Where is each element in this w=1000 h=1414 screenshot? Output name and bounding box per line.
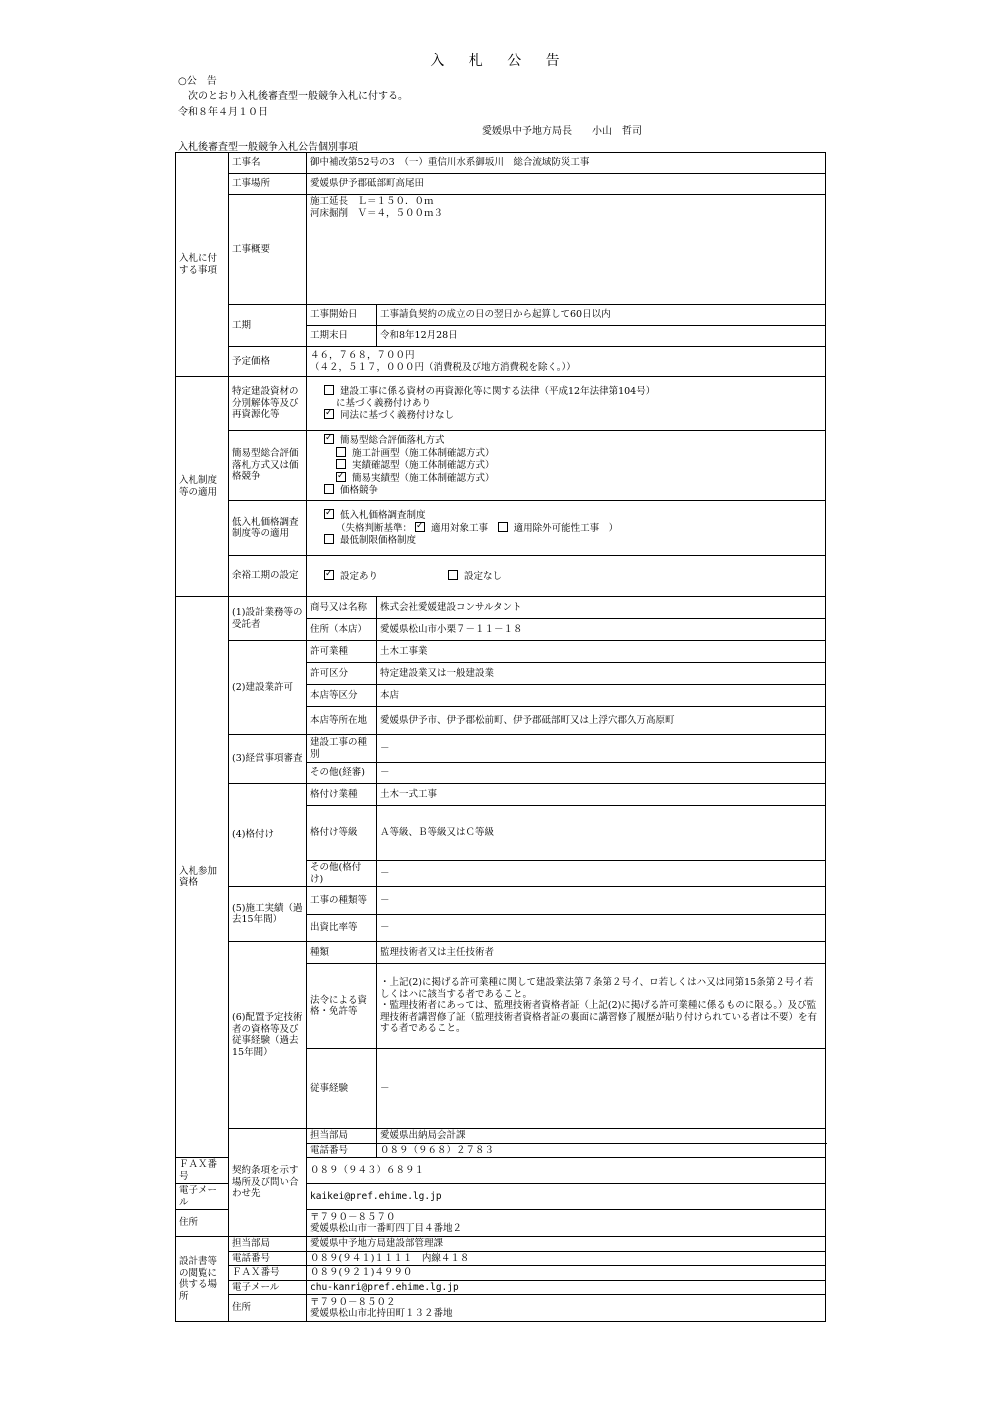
field-label: 担当部局 [307, 1129, 377, 1144]
field-value: － [377, 735, 826, 763]
field-label: 法令による資格・免許等 [307, 964, 377, 1049]
field-label: 許可業種 [307, 641, 377, 663]
field-value: － [377, 861, 826, 887]
email-link[interactable]: chu-kanri@pref.ehime.lg.jp [307, 1280, 826, 1295]
field-label: 格付け業種 [307, 784, 377, 806]
field-label: ＦＡＸ番号 [229, 1266, 307, 1281]
option-label: 実績確認型（施工体制確認方式） [352, 460, 495, 472]
field-label: 簡易型総合評価落札方式又は価格競争 [229, 431, 307, 501]
field-label: 担当部局 [229, 1237, 307, 1252]
option-label: 簡易実績型（施工体制確認方式） [352, 472, 495, 484]
field-value: 特定建設業又は一般建設業 [377, 663, 826, 685]
field-label: 電話番号 [229, 1251, 307, 1266]
field-value: － [377, 1049, 826, 1129]
field-label: 商号又は名称 [307, 597, 377, 619]
field-value [307, 431, 826, 501]
checked-checkbox-icon[interactable] [336, 472, 346, 482]
checkbox-icon[interactable] [448, 570, 458, 580]
field-label: 工期 [229, 305, 307, 347]
checked-checkbox-icon[interactable] [324, 570, 334, 580]
field-label: (3)経営事項審査 [229, 735, 307, 784]
field-label: 工事名 [229, 153, 307, 174]
notice-date: 令和８年４月１０日 [178, 107, 268, 118]
field-label: 特定建設資材の分別解体等及び再資源化等 [229, 377, 307, 431]
field-value: － [377, 915, 826, 942]
field-label: 工期末日 [307, 326, 377, 347]
price-line: （４２，５１７，０００円（消費税及び地方消費税を除く。）） [310, 361, 576, 373]
checked-checkbox-icon[interactable] [324, 434, 334, 444]
field-label: (4)格付け [229, 784, 307, 887]
field-value: Ａ等級、Ｂ等級又はＣ等級 [377, 806, 826, 861]
field-value [307, 501, 826, 556]
checked-checkbox-icon[interactable] [415, 522, 425, 532]
option-label: 施工計画型（施工体制確認方式） [352, 447, 495, 459]
address-line: 〒７９０－８５０２ [310, 1296, 396, 1308]
field-value: 監理技術者又は主任技術者 [377, 942, 826, 964]
section-label: 入札参加資格 [176, 597, 229, 1158]
summary-line: 河床掘削 Ｖ＝４，５００ｍ３ [310, 207, 444, 219]
field-label: その他(格付け) [307, 861, 377, 887]
law-text: ・監理技術者にあっては、監理技術者資格者証（上記(2)に掲げる許可業種に係るものに限る。）及び監理技術者講習修了証（監理技術者資格者証の裏面に講習修了履歴が貼り付けられている者は不要）を有する者であること。 [380, 1000, 818, 1035]
subtitle: 入札後審査型一般競争入札公告個別事項 [178, 142, 358, 153]
field-label: 工事概要 [229, 195, 307, 305]
field-value: 土木工事業 [377, 641, 826, 663]
intro-text: 次のとおり入札後審査型一般競争入札に付する。 [188, 91, 408, 102]
field-value: 御中補改第52号の3 （一）重信川水系御坂川 総合流域防災工事 [307, 153, 826, 174]
field-value: ０８９（９６８）２７８３ [377, 1143, 826, 1158]
field-value: 土木一式工事 [377, 784, 826, 806]
option-label: 同法に基づく義務付けなし [340, 410, 455, 422]
field-label: 住所 [229, 1295, 307, 1322]
field-value [377, 964, 826, 1049]
field-label: 住所（本店） [307, 619, 377, 641]
field-label: 工事開始日 [307, 305, 377, 326]
field-value: ０８９(９２１)４９９０ [307, 1266, 826, 1281]
field-value: 愛媛県伊予郡砥部町高尾田 [307, 174, 826, 195]
section-label: 設計書等の閲覧に供する場所 [176, 1237, 229, 1322]
field-value: 工事請負契約の成立の日の翌日から起算して60日以内 [377, 305, 826, 326]
field-label: 住所 [176, 1210, 229, 1237]
field-value [307, 1295, 826, 1322]
field-label: 低入札価格調査制度等の適用 [229, 501, 307, 556]
section-label: 入札に付する事項 [176, 153, 229, 377]
option-label: 低入札価格調査制度 [340, 510, 426, 522]
email-link[interactable]: kaikei@pref.ehime.lg.jp [307, 1184, 826, 1210]
field-label: (2)建設業許可 [229, 641, 307, 735]
field-value [307, 377, 826, 431]
field-label: (6)配置予定技術者の資格等及び従事経験（過去15年間） [229, 942, 307, 1129]
checkbox-icon[interactable] [324, 385, 334, 395]
field-label: 余裕工期の設定 [229, 556, 307, 597]
checkbox-icon[interactable] [336, 447, 346, 457]
field-value: 愛媛県松山市小栗７－１１－１８ [377, 619, 826, 641]
field-label: 電話番号 [307, 1143, 377, 1158]
checkbox-icon[interactable] [498, 522, 508, 532]
option-label: 最低制限価格制度 [340, 535, 417, 547]
checkbox-icon[interactable] [336, 459, 346, 469]
field-value: － [377, 887, 826, 915]
checkbox-icon[interactable] [324, 484, 334, 494]
field-label: 工事場所 [229, 174, 307, 195]
price-line: ４６，７６８，７００円 [310, 350, 415, 361]
option-label: に基づく義務付けあり [336, 397, 432, 409]
field-label: ＦＡＸ番号 [176, 1158, 229, 1184]
summary-line: 施工延長 Ｌ＝１５０．０ｍ [310, 196, 434, 207]
issuer: 愛媛県中予地方局長 小山 哲司 [482, 126, 642, 137]
field-value: ０８９(９４１)１１１１ 内線４１８ [307, 1251, 826, 1266]
field-value [307, 556, 826, 597]
option-label: 建設工事に係る資材の再資源化等に関する法律（平成12年法律第104号） [340, 386, 656, 398]
option-label: 設定あり [340, 570, 379, 582]
section-label: 契約条項を示す場所及び問い合わせ先 [229, 1129, 307, 1237]
option-label: 適用対象工事 [431, 522, 489, 534]
field-value [307, 1210, 826, 1237]
page-title: 入 札 公 告 [430, 53, 570, 69]
field-label: 予定価格 [229, 347, 307, 377]
option-label: 設定なし [464, 570, 503, 582]
field-label: (1)設計業務等の受託者 [229, 597, 307, 641]
field-label: 本店等区分 [307, 685, 377, 707]
field-label: 電子メール [229, 1280, 307, 1295]
field-value: 令和8年12月28日 [377, 326, 826, 347]
address-line: 愛媛県松山市一番町四丁目４番地２ [310, 1223, 463, 1234]
law-text: ・上記(2)に掲げる許可業種に関して建設業法第７条第２号イ、ロ若しくはハ又は同第15条第２号イ若しくはハに該当する者であること。 [380, 977, 814, 1000]
field-value: ０８９（９４３）６８９１ [307, 1158, 826, 1184]
checkbox-icon[interactable] [324, 534, 334, 544]
field-label: 格付け等級 [307, 806, 377, 861]
field-value: 愛媛県伊予市、伊予郡松前町、伊予郡砥部町又は上浮穴郡久万高原町 [377, 707, 826, 735]
field-label: 工事の種類等 [307, 887, 377, 915]
field-value: － [377, 763, 826, 784]
field-value: 愛媛県中予地方局建設部管理課 [307, 1237, 826, 1252]
address-line: 愛媛県松山市北持田町１３２番地 [310, 1308, 453, 1319]
field-label: (5)施工実績（過去15年間） [229, 887, 307, 942]
checked-checkbox-icon[interactable] [324, 409, 334, 419]
option-label: 簡易型総合評価落札方式 [340, 435, 445, 447]
field-label: 出資比率等 [307, 915, 377, 942]
field-value: 愛媛県出納局会計課 [377, 1129, 826, 1144]
option-label: 適用除外可能性工事 ） [513, 522, 619, 534]
field-value: 本店 [377, 685, 826, 707]
address-line: 〒７９０－８５７０ [310, 1211, 396, 1223]
field-label: 種類 [307, 942, 377, 964]
notice-table [175, 152, 826, 1322]
field-label: 許可区分 [307, 663, 377, 685]
field-label: 本店等所在地 [307, 707, 377, 735]
checked-checkbox-icon[interactable] [324, 509, 334, 519]
section-label: 入札制度等の適用 [176, 377, 229, 597]
field-label: 電子メール [176, 1184, 229, 1210]
field-label: 建設工事の種別 [307, 735, 377, 763]
option-label: （失格判断基準： [336, 522, 413, 534]
field-value [307, 195, 826, 305]
field-label: その他(経審) [307, 763, 377, 784]
option-label: 価格競争 [340, 485, 379, 497]
notice-mark: ○公 告 [178, 76, 217, 87]
field-value [307, 347, 826, 377]
field-label: 従事経験 [307, 1049, 377, 1129]
field-value: 株式会社愛媛建設コンサルタント [377, 597, 826, 619]
